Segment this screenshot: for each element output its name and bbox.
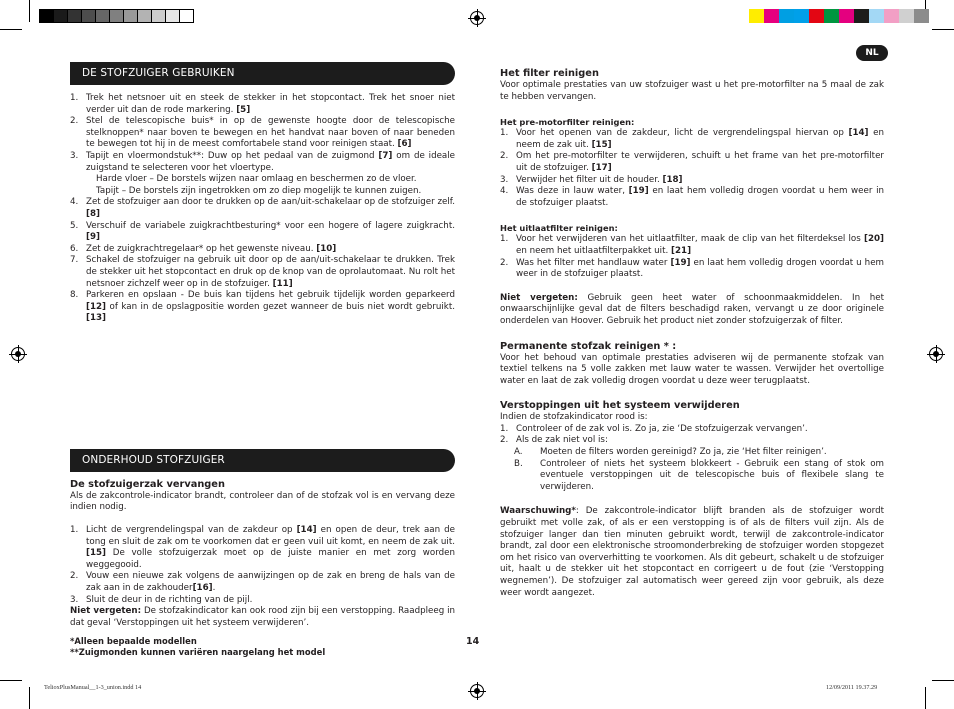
color-swatch xyxy=(824,9,839,23)
paragraph: Voor het behoud van optimale prestaties adviseren wij de permanente stofzak van textiel telkens na 5 volle zakken met lauw water te wassen. Verwijder het overtollige water en laat de zak volledig drogen voordat u deze weer terugplaatst. xyxy=(500,352,884,386)
subsection-heading: Het uitlaatfilter reinigen: xyxy=(500,223,618,234)
section-heading: Het filter reinigen xyxy=(500,68,599,79)
crop-mark xyxy=(29,687,30,709)
section-heading: De stofzuigerzak vervangen xyxy=(70,478,225,490)
color-swatch xyxy=(899,9,914,23)
list-item: 1. Trek het netsnoer uit en steek de stekker in het stopcontact. Trek het snoer niet verder uit dan de rode markering. [5] xyxy=(70,93,455,115)
color-swatch xyxy=(794,9,809,23)
list-item: 2. Vouw een nieuwe zak volgens de aanwijzingen op de zak en breng de hals van de zak aan in de zakhouder[16]. xyxy=(70,571,455,594)
language-badge: NL xyxy=(856,45,888,61)
registration-mark-icon xyxy=(11,347,25,361)
footnotes: *Alleen bepaalde modellen **Zuigmonden kunnen variëren naargelang het model xyxy=(70,636,326,658)
list-item: B. Controleer of niets het systeem blokkeert - Gebruik een stang of stok om eventuele verstoppingen uit de telescopische buis of flexibele slang te verwijderen. xyxy=(514,458,884,492)
color-swatch xyxy=(854,9,869,23)
crop-mark xyxy=(925,687,926,709)
list-item: 3. Tapijt en vloermondstuk**: Duw op het pedaal van de zuigmond [7] om de ideale zuigstand te selecteren voor het vloertype. Harde vloer – De borstels wijzen naar omlaag en beschermen zo de vloer. Tapijt – De borstels zijn ingetrokken om zo diep mogelijk te kunnen zuigen. xyxy=(70,150,456,196)
color-swatch xyxy=(749,9,764,23)
list-item: 7. Schakel de stofzuiger na gebruik uit door op de aan/uit-schakelaar te drukken. Trek de stekker uit het stopcontact en druk op de knop van de oprolautomaat. Nu rolt het netsnoer zichzelf weer op in de stofzuiger. [11] xyxy=(70,255,455,289)
color-swatch xyxy=(884,9,899,23)
crop-mark xyxy=(29,0,30,22)
color-swatch xyxy=(67,9,82,23)
color-swatch xyxy=(137,9,152,23)
right-column xyxy=(500,68,884,599)
blockage-steps xyxy=(500,424,884,447)
list-item: 5. Verschuif de variabele zuigkrachtbesturing* voor een hogere of lagere zuigkracht. [9] xyxy=(70,220,455,243)
color-swatch xyxy=(809,9,824,23)
list-item: 6. Zet de zuigkrachtregelaar* op het gewenste niveau. [10] xyxy=(70,243,337,254)
list-item: 2. Om het pre-motorfilter te verwijderen, schuift u het frame van het pre-motorfilter uit de stofzuiger. [17] xyxy=(500,151,884,173)
usage-steps xyxy=(70,93,455,325)
grayscale-color-bar xyxy=(39,9,193,23)
date-slug: 12/09/2011 19.37.29 xyxy=(826,684,878,691)
crop-mark xyxy=(0,680,22,681)
bag-steps xyxy=(70,525,455,606)
list-item: 8. Parkeren en opslaan - De buis kan tijdens het gebruik tijdelijk worden geparkeerd [12] of kan in de opslagpositie worden gezet wanneer de buis niet wordt gebruikt. [13] xyxy=(70,290,456,324)
color-swatch xyxy=(95,9,110,23)
list-item: A. Moeten de filters worden gereinigd? Zo ja, zie ‘Het filter reinigen’. xyxy=(514,447,827,458)
warning-paragraph: Waarschuwing*: De zakcontrole-indicator blijft branden als de stofzuiger wordt gebruikt met volle zak, of als er een verstopping is of als de filters vuil zijn. Als de stofzuiger langer dan tien minuten gebruikt wordt, terwijl de zakcontrole-indicator brandt, zal door een elektronische stroomonderbreking de stofzuiger worden stopgezet om het risico van oververhitting te voorkomen. Als dit gebeurt, schakelt u de stofzuiger uit, haalt u de stekker uit het stopcontact en corrigeert u de fout (zie ‘Verstopping wegnemen’). De stofzuiger zal automatisch weer gereed zijn voor gebruik, als deze weer wordt aangezet. xyxy=(500,506,884,598)
exhaust-steps xyxy=(500,234,884,280)
paragraph: Indien de stofzakindicator rood is: xyxy=(500,412,648,423)
file-slug: TelioxPlusManual__1-3_union.indd 14 xyxy=(44,684,142,691)
color-swatch xyxy=(165,9,180,23)
color-swatch xyxy=(869,9,884,23)
color-swatch xyxy=(151,9,166,23)
list-item: 1. Voor het openen van de zakdeur, licht de vergrendelingspal hiervan op [14] en neem de zak uit. [15] xyxy=(500,128,884,150)
section-heading: Verstoppingen uit het systeem verwijderen xyxy=(500,400,740,412)
list-item: 1. Voor het verwijderen van het uitlaatfilter, maak de clip van het filterdeksel los [20] en neem het uitlaatfilterpakket uit. [21] xyxy=(500,234,884,256)
paragraph: Voor optimale prestaties van uw stofzuiger wast u het pre-motorfilter na 5 maal de zak te hebben vervangen. xyxy=(500,80,884,102)
note-paragraph: Niet vergeten: De stofzakindicator kan ook rood zijn bij een verstopping. Raadpleeg in dat geval ‘Verstoppingen uit het systeem verwijderen’. xyxy=(70,606,455,628)
color-swatch xyxy=(123,9,138,23)
registration-mark-icon xyxy=(470,11,484,25)
registration-mark-icon xyxy=(929,347,943,361)
section-banner-using: DE STOFZUIGER GEBRUIKEN xyxy=(70,62,455,85)
crop-mark xyxy=(932,680,954,681)
crop-mark xyxy=(932,29,954,30)
list-item: 3. Verwijder het filter uit de houder. [18] xyxy=(500,174,683,185)
color-swatch xyxy=(764,9,779,23)
crop-mark xyxy=(0,29,22,30)
color-swatch xyxy=(914,9,929,23)
section-heading: Permanente stofzak reinigen * : xyxy=(500,340,677,352)
blockage-substeps xyxy=(500,447,884,493)
paragraph: Als de zakcontrole-indicator brandt, controleer dan of de stofzak vol is en vervang deze indien nodig. xyxy=(70,490,455,513)
color-swatch xyxy=(779,9,794,23)
color-swatch xyxy=(839,9,854,23)
registration-mark-icon xyxy=(470,684,484,698)
section-banner-maintenance: ONDERHOUD STOFZUIGER xyxy=(70,449,455,472)
list-item: 3. Sluit de deur in de richting van de pijl. xyxy=(70,594,253,605)
page-number: 14 xyxy=(466,636,480,647)
color-swatch xyxy=(109,9,124,23)
list-item: 2. Stel de telescopische buis* in op de gewenste hoogte door de telescopische stelknoppen* naar boven te bewegen en het handvat naar boven of naar beneden te bewegen tot hij in de meest comfortabele stand voor reinigen staat. [6] xyxy=(70,116,455,150)
color-swatch xyxy=(81,9,96,23)
color-swatch xyxy=(39,9,54,23)
pre-motor-steps xyxy=(500,128,884,209)
list-item: 1. Controleer of de zak vol is. Zo ja, zie ‘De stofzuigerzak vervangen’. xyxy=(500,423,808,434)
process-color-bar xyxy=(749,9,929,23)
left-column xyxy=(70,62,455,629)
color-swatch xyxy=(53,9,68,23)
list-item: 1. Licht de vergrendelingspal van de zakdeur op [14] en open de deur, trek aan de tong en sluit de zak om te voorkomen dat er geen vuil uit komt, en neem de zak uit. [15] De volle stofzuigerzak moet op de juiste manier en met zorg worden weggegooid. xyxy=(70,525,456,570)
color-swatch xyxy=(179,9,194,23)
list-item: 2. Als de zak niet vol is: xyxy=(500,435,608,446)
list-item: 4. Zet de stofzuiger aan door te drukken op de aan/uit-schakelaar op de stofzuiger zelf. [8] xyxy=(70,197,455,219)
note-paragraph: Niet vergeten: Gebruik geen heet water of schoonmaakmiddelen. In het onwaarschijnlijke geval dat de filters beschadigd raken, vervangt u ze door originele onderdelen van Hoover. Gebruik het product niet zonder stofzuigerzak of filter. xyxy=(500,292,884,326)
subsection-heading: Het pre-motorfilter reinigen: xyxy=(500,117,635,128)
list-item: 4. Was deze in lauw water, [19] en laat hem volledig drogen voordat u hem weer in de stofzuiger plaatst. xyxy=(500,186,884,208)
list-item: 2. Was het filter met handlauw water [19] en laat hem volledig drogen voordat u hem weer in de stofzuiger plaatst. xyxy=(500,257,884,280)
